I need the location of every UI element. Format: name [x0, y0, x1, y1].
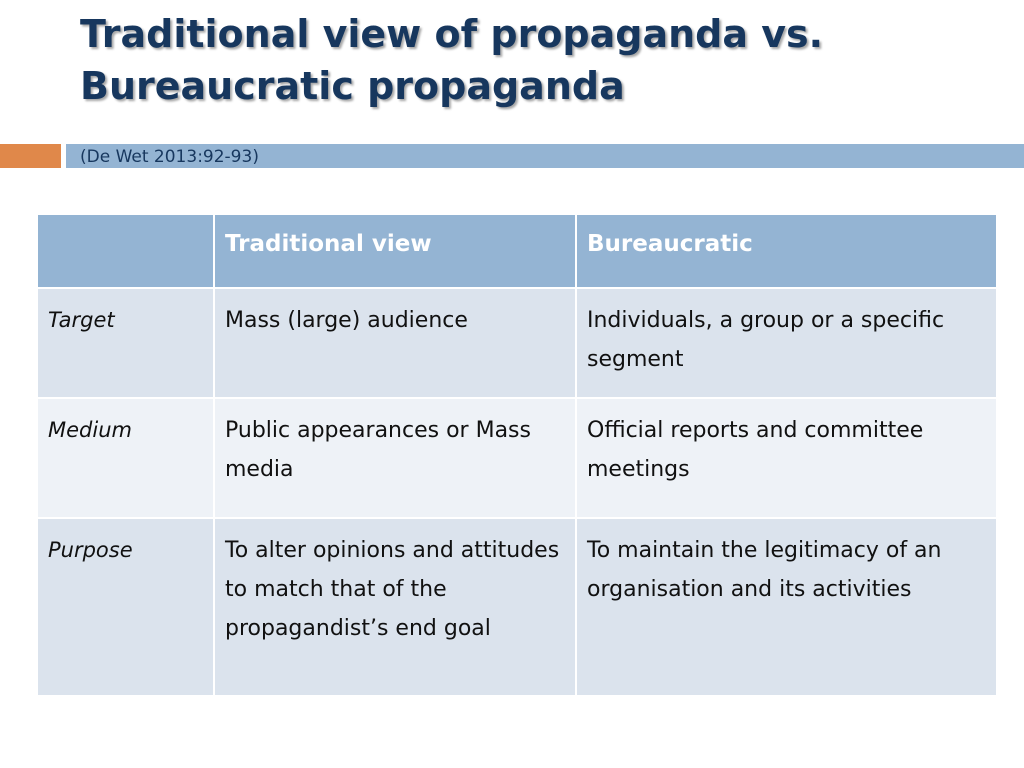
row-label-medium: Medium — [37, 398, 214, 518]
cell-traditional: To alter opinions and attitudes to match that of the propagandist’s end goal — [214, 518, 576, 696]
comparison-table — [36, 213, 998, 697]
cell-bureaucratic: Individuals, a group or a specific segment — [576, 288, 997, 398]
cell-bureaucratic: Official reports and committee meetings — [576, 398, 997, 518]
citation-subtitle: (De Wet 2013:92-93) — [80, 147, 259, 167]
table-row — [37, 518, 997, 696]
title-line-1: Traditional view of propaganda vs. — [80, 12, 824, 56]
header-traditional-view: Traditional view — [214, 214, 576, 288]
cell-traditional: Mass (large) audience — [214, 288, 576, 398]
cell-bureaucratic: To maintain the legitimacy of an organisation and its activities — [576, 518, 997, 696]
header-bureaucratic: Bureaucratic — [576, 214, 997, 288]
header-empty-cell — [37, 214, 214, 288]
table-row — [37, 398, 997, 518]
row-label-purpose: Purpose — [37, 518, 214, 696]
table-row — [37, 288, 997, 398]
title-line-2: Bureaucratic propaganda — [80, 64, 625, 108]
slide-title — [80, 8, 1000, 112]
comparison-table-container — [36, 213, 996, 697]
accent-bar-orange — [0, 144, 61, 168]
table-header-row — [37, 214, 997, 288]
row-label-target: Target — [37, 288, 214, 398]
cell-traditional: Public appearances or Mass media — [214, 398, 576, 518]
